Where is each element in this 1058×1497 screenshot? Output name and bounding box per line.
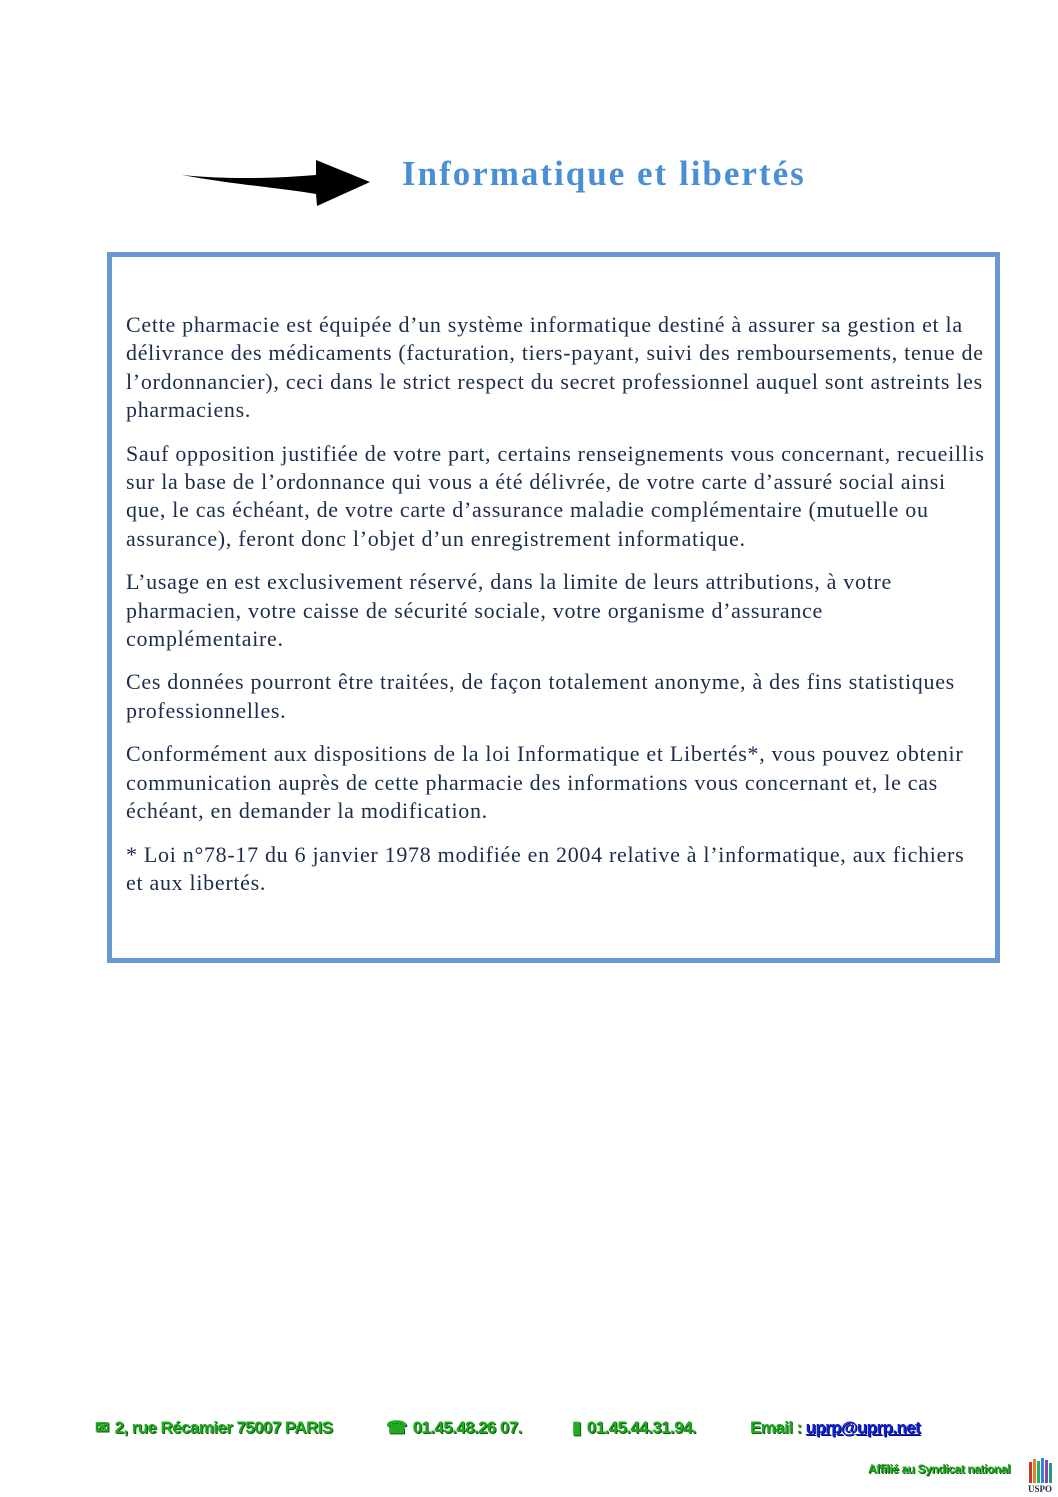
telephone-icon: ☎ [386,1418,407,1437]
phone-text: 01.45.48.26 07. [412,1418,522,1437]
email-label: Email : [750,1418,802,1437]
notice-paragraph-4: Ces données pourront être traitées, de façon totalement anonyme, à des fins statistiques professionnelles. [126,669,955,723]
notice-footnote: * Loi n°78-17 du 6 janvier 1978 modifiée en 2004 relative à l’informatique, aux fichiers et aux libertés. [126,841,965,895]
arrow-right-icon [180,158,372,208]
fax-text: 01.45.44.31.94. [586,1418,696,1437]
notice-paragraph-5: Conformément aux dispositions de la loi Informatique et Libertés*, vous pouvez obtenir communication auprès de cette pharmacie des informations vous concernant et, le cas échéant, en demander la modification. [126,741,964,824]
notice-paragraph-1: Cette pharmacie est équipée d’un système informatique destiné à assurer sa gestion et la délivrance des médicaments (facturation, tiers-payant, suivi des remboursements, tenue de l’ordonnancier), ceci dans le strict respect du secret professionnel auquel sont astreints les pharmaciens. [126,312,984,423]
footer-phone [386,1418,522,1438]
uspo-logo [1022,1458,1058,1497]
notice-paragraph-2: Sauf opposition justifiée de votre part, certains renseignements vous concernant, recueillis sur la base de l’ordonnance qui vous a été délivrée, de votre carte d’assuré social ainsi que, le cas échéant, de votre carte d’assurance maladie complémentaire (mutuelle ou assurance), feront donc l’objet d’un enregistrement informatique. [126,440,985,551]
notice-paragraph-3: L’usage en est exclusivement réservé, dans la limite de leurs attributions, à votre pharmacien, votre caisse de sécurité sociale, votre organisme d’assurance complémentaire. [126,569,892,652]
notice-text [126,311,986,912]
page-title: Informatique et libertés [402,154,806,193]
address-text: 2, rue Récamier 75007 PARIS [114,1418,333,1437]
email-link[interactable]: uprp@uprp.net [805,1418,921,1437]
footer-email [750,1418,920,1438]
footer-fax [572,1418,696,1438]
envelope-icon: ✉ [95,1418,109,1437]
footer-address [95,1418,333,1438]
logo-text: USPO [1027,1484,1053,1494]
footer-contact [0,1418,1058,1442]
affiliation-text: Affilié au Syndicat national [868,1462,1011,1476]
fax-icon: ▮ [572,1418,581,1437]
